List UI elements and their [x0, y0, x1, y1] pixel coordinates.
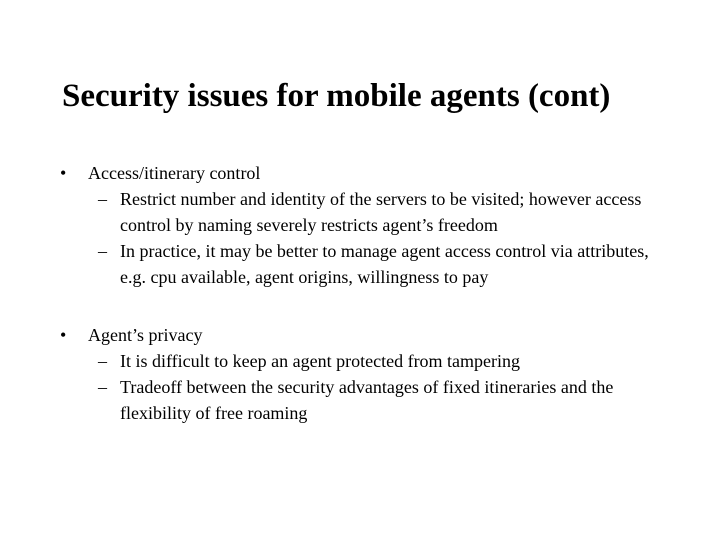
sub-bullet [98, 186, 700, 238]
bullet-icon: • [60, 325, 67, 345]
sub-bullet-text: Restrict number and identity of the servers to be visited; however access control by naming severely restricts agent’s freedom [120, 189, 642, 235]
slide-title: Security issues for mobile agents (cont) [62, 78, 611, 114]
bullet-access-control [60, 160, 700, 290]
sub-bullet-text: Tradeoff between the security advantages of fixed itineraries and the flexibility of free roaming [120, 377, 614, 423]
sub-bullet-text: In practice, it may be better to manage agent access control via attributes, e.g. cpu available, agent origins, willingness to pay [120, 241, 649, 287]
sub-bullet [98, 238, 700, 290]
dash-icon: – [98, 351, 107, 371]
sub-bullet [98, 374, 700, 426]
bullet-agent-privacy [60, 322, 700, 426]
bullet-heading: Access/itinerary control [88, 163, 261, 183]
dash-icon: – [98, 189, 107, 209]
bullet-heading: Agent’s privacy [88, 325, 203, 345]
sub-bullet-text: It is difficult to keep an agent protected from tampering [120, 351, 521, 371]
bullet-icon: • [60, 163, 67, 183]
dash-icon: – [98, 241, 107, 261]
dash-icon: – [98, 377, 107, 397]
sub-bullet [98, 348, 700, 374]
